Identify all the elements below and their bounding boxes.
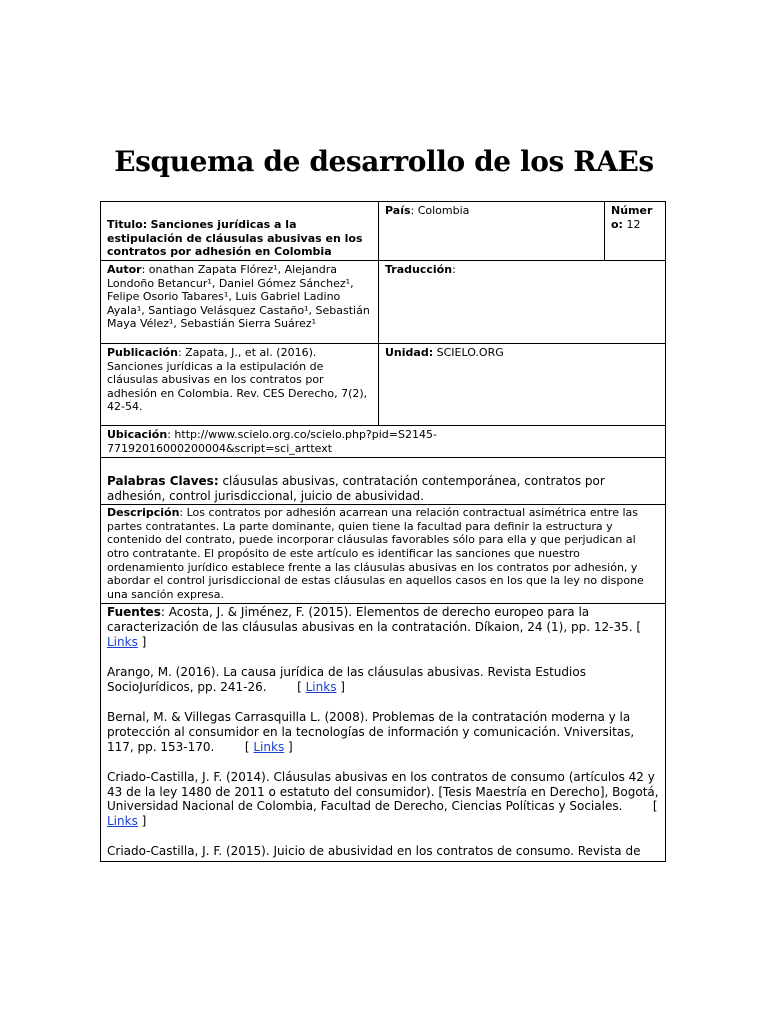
link-bracket-open: [: [636, 619, 642, 634]
link-bracket-close: ]: [284, 739, 293, 754]
rae-table: [100, 201, 666, 862]
numero-cell: [605, 202, 666, 261]
unidad-label: Unidad:: [385, 346, 434, 359]
traduccion-label: Traducción: [385, 263, 453, 276]
titulo-value: Sanciones jurídicas a la estipulación de cláusulas abusivas en los contratos por adhesión en Colombia: [107, 218, 363, 259]
fuente-link[interactable]: Links: [305, 679, 337, 694]
numero-label: Número:: [611, 204, 653, 231]
fuente-item: [107, 605, 659, 649]
link-bracket-open: [: [652, 799, 658, 814]
descripcion-label: Descripción: [107, 506, 180, 520]
link-bracket-close: ]: [137, 813, 147, 828]
link-bracket-open: [: [244, 739, 254, 754]
publicacion-label: Publicación: [107, 346, 178, 359]
ubicacion-cell: [101, 426, 666, 458]
fuente-text: Bernal, M. & Villegas Carrasquilla L. (2008). Problemas de la contratación moderna y la protección al consumidor en la tecnologías de información y comunicación. Vniversitas, 117, pp. 153-170.: [107, 710, 639, 754]
ubicacion-value: : http://www.scielo.org.co/scielo.php?pid=S2145-77192016000200004&script=sci_arttext: [107, 428, 437, 455]
descripcion-value: : Los contratos por adhesión acarrean una relación contractual asimétrica entre las partes contratantes. La parte dominante, quien tiene la facultad para definir la estructura y contenido del contrato, puede incorporar cláusulas favorables sólo para ella y que perjudican al otro contratante. El propósito de este artículo es identificar las sanciones que nuestro ordenamiento jurídico establece frente a las cláusulas abusivas en los contratos por adhesión, y abordar el control jurisdiccional de estas cláusulas en aquellos casos en los que la ley no dispone una sanción expresa.: [107, 506, 644, 601]
titulo-cell: [101, 202, 379, 261]
unidad-cell: [379, 344, 666, 426]
fuente-link[interactable]: Links: [107, 813, 138, 828]
titulo-label: Titulo:: [107, 218, 148, 232]
fuente-item: [107, 665, 659, 694]
link-bracket-close: ]: [336, 679, 345, 694]
descripcion-cell: [101, 505, 666, 604]
link-bracket-close: ]: [137, 634, 147, 649]
ubicacion-label: Ubicación: [107, 428, 168, 441]
fuentes-cell: [101, 604, 666, 862]
fuente-prefix: :: [160, 605, 169, 620]
fuente-text: Arango, M. (2016). La causa jurídica de las cláusulas abusivas. Revista Estudios SocioJurídicos, pp. 241-26.: [107, 665, 590, 694]
autor-value: : onathan Zapata Flórez¹, Alejandra Londoño Betancur¹, Daniel Gómez Sánchez¹, Felipe Osorio Tabares¹, Luis Gabriel Ladino Ayala¹, Santiago Velásquez Castaño¹, Sebastián Maya Vélez¹, Sebastián Sierra Suárez¹: [107, 263, 370, 331]
pais-label: País: [385, 204, 411, 217]
fuente-item-partial: Criado-Castilla, J. F. (2015). Juicio de abusividad en los contratos de consumo. Revista de: [107, 844, 641, 859]
traduccion-cell: [379, 261, 666, 344]
palabras-cell: [101, 458, 666, 505]
pais-cell: [379, 202, 605, 261]
numero-value: 12: [622, 217, 641, 231]
palabras-label: Palabras Claves:: [107, 474, 219, 488]
autor-label: Autor: [107, 263, 142, 276]
unidad-value: SCIELO.ORG: [433, 346, 504, 359]
fuente-item: [107, 710, 659, 754]
fuente-text: Acosta, J. & Jiménez, F. (2015). Elementos de derecho europeo para la caracterización de las cláusulas abusivas en la contratación. Díkaion, 24 (1), pp. 12-35.: [107, 605, 637, 634]
fuentes-label: Fuentes: [107, 605, 161, 620]
fuente-link[interactable]: Links: [107, 634, 138, 649]
palabras-value: cláusulas abusivas, contratación contemporánea, contratos por adhesión, control jurisdiccional, juicio de abusividad.: [107, 474, 605, 503]
pais-value: : Colombia: [410, 204, 470, 217]
autor-cell: [101, 261, 379, 344]
fuente-item: [107, 770, 663, 828]
traduccion-value: :: [452, 263, 456, 276]
publicacion-value: : Zapata, J., et al. (2016). Sanciones jurídicas a la estipulación de cláusulas abusivas en los contratos por adhesión en Colombia. Rev. CES Derecho, 7(2), 42-54.: [107, 346, 368, 414]
fuente-link[interactable]: Links: [253, 739, 285, 754]
link-bracket-open: [: [297, 679, 306, 694]
publicacion-cell: [101, 344, 379, 426]
fuente-text: Criado-Castilla, J. F. (2014). Cláusulas abusivas en los contratos de consumo (artículos 42 y 43 de la ley 1480 de 2011 o estatuto del consumidor). [Tesis Maestría en Derecho], Bogotá, Universidad Nacional de Colombia, Facultad de Derecho, Ciencias Políticas y Sociales.: [107, 770, 663, 814]
page-title: Esquema de desarrollo de los RAEs: [114, 145, 654, 178]
